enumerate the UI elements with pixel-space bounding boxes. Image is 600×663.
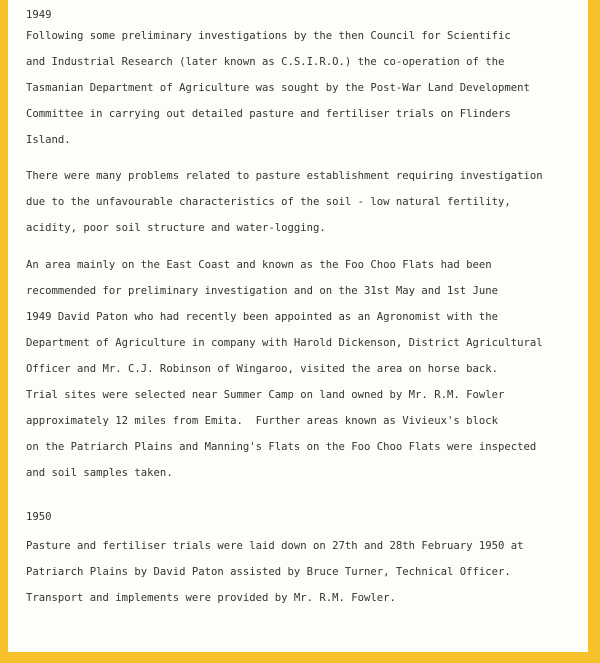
text-line: acidity, poor soil structure and water-logging. — [26, 222, 326, 234]
text-line: Island. — [26, 134, 71, 146]
text-line: on the Patriarch Plains and Manning's Flats on the Foo Choo Flats were inspected — [26, 441, 537, 453]
document-page — [8, 0, 588, 652]
text-line: Pasture and fertiliser trials were laid down on 27th and 28th February 1950 at — [26, 540, 524, 552]
text-line: Transport and implements were provided by Mr. R.M. Fowler. — [26, 592, 396, 604]
text-line: 1949 David Paton who had recently been appointed as an Agronomist with the — [26, 311, 498, 323]
year-heading-1950: 1950 — [26, 511, 52, 523]
paragraph-3 — [26, 252, 543, 486]
text-line: Committee in carrying out detailed pasture and fertiliser trials on Flinders — [26, 108, 511, 120]
text-line: Following some preliminary investigations by the then Council for Scientific — [26, 30, 511, 42]
text-line: An area mainly on the East Coast and known as the Foo Choo Flats had been — [26, 259, 492, 271]
paragraph-4 — [26, 533, 523, 611]
text-line: Department of Agriculture in company with Harold Dickenson, District Agricultural — [26, 337, 543, 349]
paragraph-1 — [26, 23, 530, 153]
text-line: recommended for preliminary investigation and on the 31st May and 1st June — [26, 285, 498, 297]
text-line: and Industrial Research (later known as C.S.I.R.O.) the co-operation of the — [26, 56, 505, 68]
text-line: Patriarch Plains by David Paton assisted by Bruce Turner, Technical Officer. — [26, 566, 511, 578]
paragraph-2 — [26, 163, 543, 241]
text-line: and soil samples taken. — [26, 467, 173, 479]
year-heading-1949: 1949 — [26, 9, 52, 21]
text-line: Officer and Mr. C.J. Robinson of Wingaroo, visited the area on horse back. — [26, 363, 498, 375]
text-line: approximately 12 miles from Emita. Further areas known as Vivieux's block — [26, 415, 498, 427]
text-line: Trial sites were selected near Summer Camp on land owned by Mr. R.M. Fowler — [26, 389, 505, 401]
text-line: There were many problems related to pasture establishment requiring investigation — [26, 170, 543, 182]
text-line: due to the unfavourable characteristics of the soil - low natural fertility, — [26, 196, 511, 208]
text-line: Tasmanian Department of Agriculture was sought by the Post-War Land Development — [26, 82, 530, 94]
